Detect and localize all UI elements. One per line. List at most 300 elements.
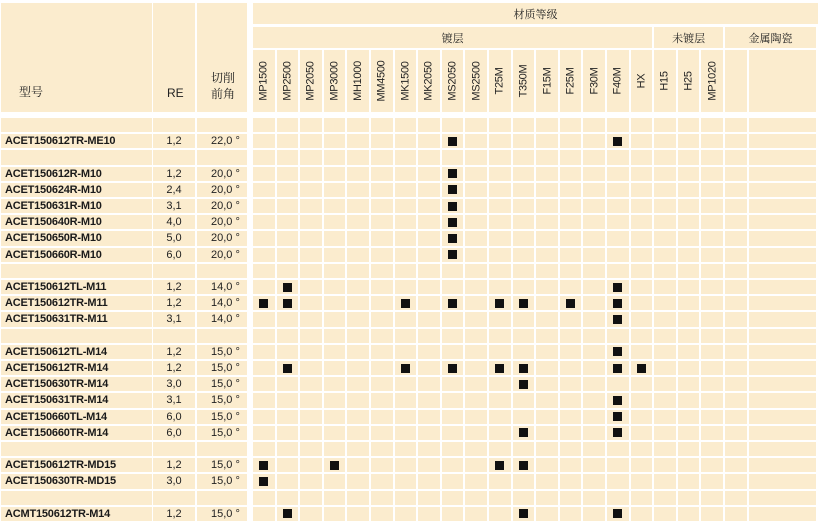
grade-cell — [277, 458, 299, 472]
grade-cell — [253, 474, 275, 488]
table-row-angle: 22,0 ° — [197, 134, 247, 148]
grade-cell — [607, 458, 629, 472]
grade-cell — [583, 231, 605, 245]
grade-cell — [607, 312, 629, 326]
grade-cell — [631, 231, 653, 245]
grade-cell — [324, 442, 346, 456]
grade-cell — [607, 377, 629, 391]
filled-square-icon — [495, 461, 504, 470]
grade-cell — [324, 280, 346, 294]
grade-cell — [583, 134, 605, 148]
grade-cell — [678, 329, 700, 343]
grade-cell — [607, 248, 629, 262]
grade-cell — [395, 248, 417, 262]
grade-cell — [324, 150, 346, 164]
grade-cell — [253, 491, 275, 505]
grade-col-header — [536, 50, 558, 112]
grade-cell — [418, 264, 440, 278]
grade-cell — [513, 507, 535, 521]
grade-cell — [583, 329, 605, 343]
grade-cell — [300, 458, 322, 472]
filled-square-icon — [283, 364, 292, 373]
table-row-model: ACET150630TR-MD15 — [1, 474, 152, 488]
grade-cell — [631, 312, 653, 326]
grade-cell — [513, 280, 535, 294]
grade-cell — [371, 248, 393, 262]
grade-cell — [631, 134, 653, 148]
grade-cell — [513, 118, 535, 132]
spacer-cell — [153, 329, 195, 343]
grade-cell — [678, 442, 700, 456]
grade-cell — [465, 312, 487, 326]
grade-cell — [678, 377, 700, 391]
grade-col-header — [347, 50, 369, 112]
table-row-angle: 15,0 ° — [197, 507, 247, 521]
grade-cell — [583, 167, 605, 181]
grade-cell — [583, 377, 605, 391]
grade-cell — [465, 474, 487, 488]
grade-cell — [465, 361, 487, 375]
grade-cell — [725, 491, 747, 505]
grade-col-header — [654, 50, 676, 112]
grade-cell — [583, 215, 605, 229]
grade-cell — [371, 377, 393, 391]
header-group-2 — [725, 27, 816, 48]
grade-cell — [347, 507, 369, 521]
grade-cell — [560, 507, 582, 521]
grade-cell — [701, 491, 723, 505]
spacer-cell — [153, 442, 195, 456]
table-row-angle: 15,0 ° — [197, 410, 247, 424]
grade-cell — [513, 248, 535, 262]
filled-square-icon — [448, 218, 457, 227]
grade-cell — [725, 264, 747, 278]
grade-label: H15 — [658, 71, 671, 91]
grade-cell — [607, 231, 629, 245]
grade-cell — [418, 312, 440, 326]
grade-col-header — [678, 50, 700, 112]
grade-cell — [749, 264, 816, 278]
grade-cell — [277, 393, 299, 407]
grade-cell — [678, 248, 700, 262]
table-row-angle: 14,0 ° — [197, 280, 247, 294]
grade-cell — [442, 410, 464, 424]
grade-cell — [489, 167, 511, 181]
spacer-cell — [197, 118, 247, 132]
grade-cell — [442, 507, 464, 521]
grade-cell — [253, 458, 275, 472]
grade-cell — [678, 474, 700, 488]
grade-cell — [465, 410, 487, 424]
grade-cell — [371, 280, 393, 294]
grade-cell — [678, 296, 700, 310]
grade-cell — [560, 410, 582, 424]
grade-cell — [324, 264, 346, 278]
grade-cell — [701, 118, 723, 132]
filled-square-icon — [448, 202, 457, 211]
grade-cell — [418, 410, 440, 424]
filled-square-icon — [448, 137, 457, 146]
grade-cell — [583, 426, 605, 440]
grade-cell — [701, 458, 723, 472]
grade-cell — [300, 248, 322, 262]
grade-cell — [371, 231, 393, 245]
spacer-cell — [153, 264, 195, 278]
grade-cell — [371, 264, 393, 278]
grade-cell — [395, 231, 417, 245]
grade-cell — [489, 393, 511, 407]
grade-cell — [678, 507, 700, 521]
grade-cell — [442, 264, 464, 278]
grade-cell — [749, 410, 816, 424]
grade-cell — [631, 215, 653, 229]
grade-cell — [631, 248, 653, 262]
grade-cell — [536, 507, 558, 521]
grade-cell — [324, 458, 346, 472]
grade-label: MK1500 — [399, 61, 412, 101]
grade-cell — [654, 231, 676, 245]
table-row-model: ACET150624R-M10 — [1, 183, 152, 197]
grade-col-header — [253, 50, 275, 112]
grade-cell — [465, 248, 487, 262]
grade-cell — [678, 150, 700, 164]
grade-cell — [324, 507, 346, 521]
filled-square-icon — [448, 169, 457, 178]
grade-cell — [418, 248, 440, 262]
filled-square-icon — [448, 185, 457, 194]
grade-cell — [442, 183, 464, 197]
grade-cell — [701, 183, 723, 197]
grade-cell — [513, 183, 535, 197]
grade-cell — [300, 507, 322, 521]
filled-square-icon — [613, 509, 622, 518]
grade-cell — [701, 507, 723, 521]
grade-label: F30M — [588, 67, 601, 95]
spacer-cell — [197, 329, 247, 343]
grade-cell — [324, 345, 346, 359]
grade-cell — [395, 442, 417, 456]
table-row-model: ACET150640R-M10 — [1, 215, 152, 229]
grade-cell — [725, 296, 747, 310]
grade-label: MP3000 — [328, 61, 341, 101]
table-row-model: ACET150660TL-M14 — [1, 410, 152, 424]
grade-cell — [560, 280, 582, 294]
grade-cell — [277, 296, 299, 310]
grade-cell — [749, 458, 816, 472]
grade-cell — [489, 183, 511, 197]
grade-cell — [418, 150, 440, 164]
grade-cell — [607, 118, 629, 132]
grade-cell — [347, 491, 369, 505]
grade-cell — [678, 491, 700, 505]
grade-cell — [442, 458, 464, 472]
grade-cell — [725, 361, 747, 375]
grade-cell — [324, 474, 346, 488]
filled-square-icon — [259, 461, 268, 470]
grade-cell — [513, 491, 535, 505]
grade-cell — [324, 361, 346, 375]
spacer-row — [1, 491, 152, 505]
grade-cell — [607, 280, 629, 294]
grade-cell — [395, 264, 417, 278]
grade-cell — [749, 393, 816, 407]
grade-cell — [442, 167, 464, 181]
grade-cell — [442, 442, 464, 456]
grade-cell — [277, 183, 299, 197]
grade-cell — [324, 215, 346, 229]
grade-cell — [465, 183, 487, 197]
grade-cell — [300, 215, 322, 229]
grade-cell — [277, 361, 299, 375]
grade-cell — [395, 150, 417, 164]
grade-cell — [560, 264, 582, 278]
grade-cell — [654, 312, 676, 326]
grade-cell — [465, 329, 487, 343]
grade-cell — [631, 491, 653, 505]
grade-cell — [701, 361, 723, 375]
grade-cell — [631, 442, 653, 456]
grade-cell — [324, 426, 346, 440]
grade-cell — [678, 410, 700, 424]
grade-cell — [300, 410, 322, 424]
grade-cell — [324, 296, 346, 310]
grade-cell — [324, 393, 346, 407]
header-angle-line2: 前角 — [211, 87, 236, 101]
table-row-model: ACET150612TR-ME10 — [1, 134, 152, 148]
grade-cell — [253, 345, 275, 359]
grade-cell — [725, 118, 747, 132]
grade-cell — [300, 312, 322, 326]
grade-cell — [701, 199, 723, 213]
grade-cell — [442, 296, 464, 310]
grade-cell — [442, 377, 464, 391]
grade-cell — [560, 458, 582, 472]
grade-cell — [489, 150, 511, 164]
grade-cell — [701, 231, 723, 245]
grade-cell — [347, 410, 369, 424]
table-row-angle: 20,0 ° — [197, 231, 247, 245]
grade-cell — [489, 507, 511, 521]
grade-cell — [513, 264, 535, 278]
grade-cell — [678, 183, 700, 197]
grade-cell — [300, 377, 322, 391]
grade-cell — [536, 215, 558, 229]
grade-cell — [347, 150, 369, 164]
grade-cell — [277, 215, 299, 229]
grade-cell — [513, 150, 535, 164]
grade-cell — [701, 264, 723, 278]
grade-cell — [678, 426, 700, 440]
grade-cell — [418, 280, 440, 294]
filled-square-icon — [448, 299, 457, 308]
grade-cell — [253, 264, 275, 278]
grade-cell — [701, 393, 723, 407]
grade-cell — [749, 150, 816, 164]
grade-cell — [395, 491, 417, 505]
grade-cell — [371, 118, 393, 132]
filled-square-icon — [613, 315, 622, 324]
filled-square-icon — [283, 509, 292, 518]
grade-cell — [300, 183, 322, 197]
grade-cell — [536, 264, 558, 278]
grade-col-header — [560, 50, 582, 112]
grade-cell — [253, 118, 275, 132]
grade-cell — [395, 507, 417, 521]
grade-cell — [253, 393, 275, 407]
grade-cell — [701, 134, 723, 148]
grade-cell — [253, 442, 275, 456]
grade-cell — [654, 442, 676, 456]
grade-cell — [701, 345, 723, 359]
grade-label: H25 — [682, 71, 695, 91]
filled-square-icon — [613, 412, 622, 421]
grade-cell — [701, 150, 723, 164]
grade-cell — [725, 312, 747, 326]
grade-cell — [678, 393, 700, 407]
grade-cell — [607, 199, 629, 213]
grade-cell — [560, 345, 582, 359]
grade-col-header — [607, 50, 629, 112]
table-row-model: ACET150631R-M10 — [1, 199, 152, 213]
grade-cell — [253, 199, 275, 213]
grade-cell — [654, 329, 676, 343]
grade-cell — [654, 410, 676, 424]
grade-cell — [678, 361, 700, 375]
grade-col-header — [324, 50, 346, 112]
grade-cell — [489, 442, 511, 456]
grade-cell — [465, 280, 487, 294]
grade-cell — [489, 134, 511, 148]
grade-cell — [536, 199, 558, 213]
grade-cell — [371, 215, 393, 229]
grade-cell — [607, 296, 629, 310]
grade-cell — [418, 118, 440, 132]
grade-cell — [678, 118, 700, 132]
grade-cell — [725, 410, 747, 424]
grade-col-header — [701, 50, 723, 112]
grade-cell — [607, 426, 629, 440]
filled-square-icon — [566, 299, 575, 308]
grade-cell — [631, 150, 653, 164]
grade-cell — [253, 377, 275, 391]
group-label: 镀层 — [441, 32, 464, 45]
header-model-label: 型号 — [19, 85, 44, 99]
grade-cell — [347, 199, 369, 213]
grade-cell — [324, 199, 346, 213]
grade-cell — [607, 134, 629, 148]
grade-cell — [654, 393, 676, 407]
table-row-re: 1,2 — [153, 507, 195, 521]
grade-label: F40M — [611, 67, 624, 95]
grade-cell — [371, 507, 393, 521]
grade-cell — [489, 377, 511, 391]
table-row-re: 5,0 — [153, 231, 195, 245]
grade-cell — [347, 280, 369, 294]
grade-col-header — [395, 50, 417, 112]
grade-cell — [253, 312, 275, 326]
grade-cell — [489, 361, 511, 375]
grade-cell — [442, 231, 464, 245]
grade-cell — [631, 183, 653, 197]
grade-cell — [631, 264, 653, 278]
grade-cell — [701, 329, 723, 343]
table-row-angle: 15,0 ° — [197, 458, 247, 472]
grade-col-header — [300, 50, 322, 112]
grade-cell — [607, 345, 629, 359]
spacer-cell — [153, 150, 195, 164]
grade-cell — [418, 296, 440, 310]
grade-cell — [678, 280, 700, 294]
filled-square-icon — [330, 461, 339, 470]
grade-cell — [654, 280, 676, 294]
grade-cell — [725, 183, 747, 197]
grade-cell — [583, 312, 605, 326]
grade-cell — [489, 296, 511, 310]
grade-cell — [300, 134, 322, 148]
grade-cell — [395, 183, 417, 197]
grade-cell — [749, 167, 816, 181]
grade-cell — [513, 312, 535, 326]
grade-cell — [536, 134, 558, 148]
grade-cell — [631, 507, 653, 521]
grade-title-label: 材质等级 — [513, 8, 558, 21]
spacer-row — [1, 150, 152, 164]
grade-cell — [536, 118, 558, 132]
grade-cell — [489, 199, 511, 213]
spacer-cell — [197, 491, 247, 505]
grade-cell — [654, 264, 676, 278]
table-row-model: ACET150650R-M10 — [1, 231, 152, 245]
grade-cell — [536, 426, 558, 440]
table-row-re: 3,1 — [153, 312, 195, 326]
header-angle-line1: 切削 — [211, 71, 236, 85]
grade-cell — [631, 118, 653, 132]
grade-cell — [749, 377, 816, 391]
grade-cell — [300, 296, 322, 310]
grade-cell — [725, 458, 747, 472]
grade-cell — [560, 167, 582, 181]
grade-cell — [725, 474, 747, 488]
grade-cell — [442, 361, 464, 375]
grade-cell — [560, 393, 582, 407]
grade-cell — [418, 167, 440, 181]
filled-square-icon — [519, 299, 528, 308]
grade-label: MP1020 — [706, 61, 719, 101]
grade-cell — [300, 442, 322, 456]
grade-cell — [513, 393, 535, 407]
grade-cell — [749, 215, 816, 229]
grade-cell — [253, 215, 275, 229]
grade-cell — [300, 345, 322, 359]
grade-cell — [395, 410, 417, 424]
grade-cell — [465, 442, 487, 456]
grade-cell — [631, 167, 653, 181]
grade-cell — [253, 329, 275, 343]
grade-cell — [465, 167, 487, 181]
header-angle — [197, 3, 247, 112]
grade-cell — [442, 199, 464, 213]
grade-cell — [418, 231, 440, 245]
grade-cell — [583, 345, 605, 359]
grade-cell — [395, 280, 417, 294]
grade-cell — [442, 150, 464, 164]
grade-cell — [395, 312, 417, 326]
grade-cell — [607, 442, 629, 456]
grade-cell — [418, 458, 440, 472]
grade-cell — [749, 296, 816, 310]
grade-cell — [395, 426, 417, 440]
grade-cell — [465, 507, 487, 521]
